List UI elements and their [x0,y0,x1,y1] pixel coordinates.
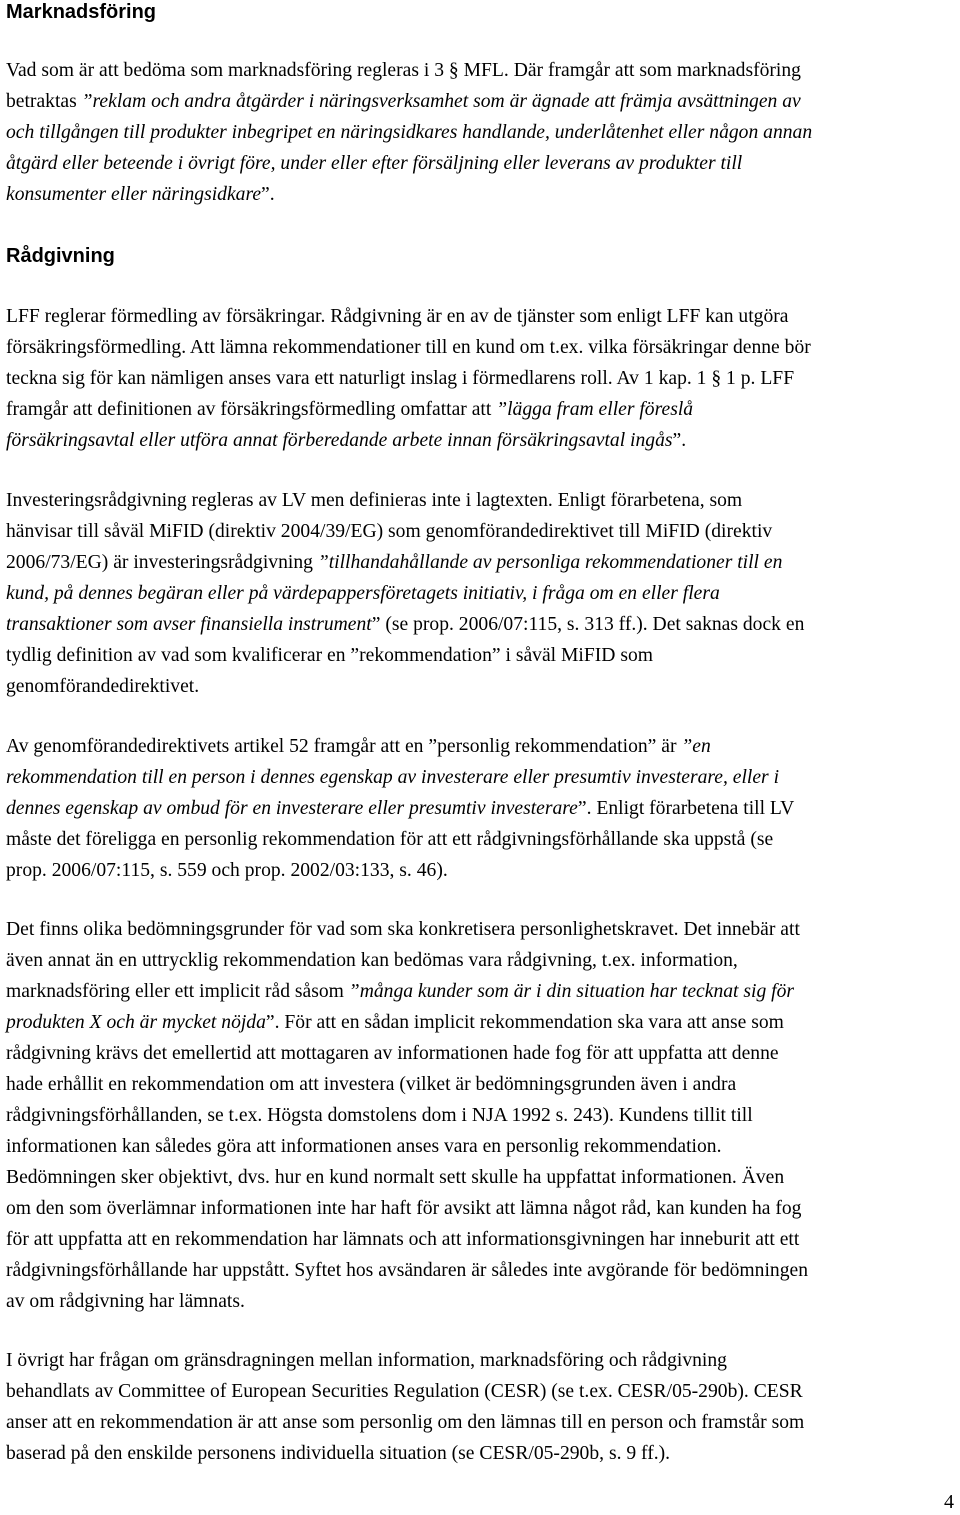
paragraph-radgivning-2 [6,485,804,702]
text-line [6,148,812,179]
text-run: betraktas [6,91,82,112]
text-line [6,1286,808,1317]
text-run: måste det föreligga en personlig rekommendation för att ett rådgivningsförhållande ska uppstå (se [6,829,774,850]
text-line [6,914,808,945]
italic-text: ”många kunder som är i din situation har tecknat sig för [348,981,795,1002]
italic-text: transaktioner som avser finansiella instrument [6,614,372,635]
paragraph-radgivning-4 [6,914,808,1317]
text-run: informationen kan således göra att informationen anses vara en personlig rekommendation. [6,1136,722,1157]
text-run: om den som överlämnar informationen inte har haft för avsikt att lämna något råd, kan kunden ha fog [6,1198,802,1219]
text-line [6,640,804,671]
text-run: rådgivningsförhållande har uppstått. Syftet hos avsändaren är således inte avgörande för bedömningen [6,1260,809,1281]
paragraph-marknadsforing [6,55,812,210]
text-line [6,1007,808,1038]
text-run: anser att en rekommendation är att anse som personlig om den lämnas till en person och framstår som [6,1412,805,1433]
text-line [6,671,804,702]
text-line [6,1069,808,1100]
text-run: tydlig definition av vad som kvalificerar en ”rekommendation” i såväl MiFID som [6,645,653,666]
text-line [6,363,811,394]
text-run: LFF reglerar förmedling av försäkringar. Rådgivning är en av de tjänster som enligt LFF kan utgöra [6,306,789,327]
italic-text: rekommendation till en person i dennes egenskap av investerare eller presumtiv investerare, eller i [6,767,780,788]
text-line [6,1407,804,1438]
text-line [6,855,794,886]
text-run: försäkringsförmedling. Att lämna rekommendationer till en kund om t.ex. vilka försäkringar denne bör [6,337,811,358]
italic-text: dennes egenskap av ombud för en investerare eller presumtiv investerare [6,798,578,819]
text-run: hade erhållit en rekommendation om att investera (vilket är bedömningsgrunden även i andra [6,1074,737,1095]
paragraph-radgivning-5 [6,1345,804,1469]
text-line [6,1438,804,1469]
text-run: Bedömningen sker objektivt, dvs. hur en kund normalt sett skulle ha uppfattat informationen. Även [6,1167,785,1188]
text-line [6,824,794,855]
heading-marknadsforing: Marknadsföring [6,1,157,23]
text-line [6,179,812,210]
italic-text: ”tillhandahållande av personliga rekommendationer till en [317,552,783,573]
text-run: I övrigt har frågan om gränsdragningen mellan information, marknadsföring och rådgivning [6,1350,727,1371]
text-line [6,547,804,578]
heading-radgivning: Rådgivning [6,245,115,267]
text-run: för att uppfatta att en rekommendation har lämnats och att informationsgivningen har inneburit att ett [6,1229,800,1250]
text-run: ”. [672,430,687,451]
text-run: genomförandedirektivet. [6,676,200,697]
text-run: även annat än en uttrycklig rekommendation kan bedömas vara rådgivning, t.ex. information, [6,950,738,971]
text-run: teckna sig för kan nämligen anses vara ett naturligt inslag i förmedlarens roll. Av 1 kap. 1 § 1 p. LFF [6,368,795,389]
text-line [6,1162,808,1193]
text-line [6,793,794,824]
paragraph-radgivning-3 [6,731,794,886]
text-line [6,731,794,762]
text-run: behandlats av Committee of European Securities Regulation (CESR) (se t.ex. CESR/05-290b). CESR [6,1381,803,1402]
text-line [6,1345,804,1376]
italic-text: produkten X och är mycket nöjda [6,1012,266,1033]
text-line [6,516,804,547]
text-line [6,55,812,86]
text-run: ”. Enligt förarbetena till LV [577,798,795,819]
text-run: Det finns olika bedömningsgrunder för vad som ska konkretisera personlighetskravet. Det innebär att [6,919,800,940]
text-run: ”. [261,184,275,205]
text-run: Av genomförandedirektivets artikel 52 framgår att en ”personlig rekommendation” är [6,736,682,757]
italic-text: ”reklam och andra åtgärder i näringsverksamhet som är ägnade att främja avsättningen av [81,91,801,112]
text-line [6,945,808,976]
text-line [6,394,811,425]
text-line [6,425,811,456]
text-line [6,117,812,148]
text-run: av om rådgivning har lämnats. [6,1291,245,1312]
italic-text: åtgärd eller beteende i övrigt före, under eller efter försäljning eller leverans av produkter till [6,153,743,174]
text-run: marknadsföring eller ett implicit råd såsom [6,981,349,1002]
italic-text: försäkringsavtal eller utföra annat förberedande arbete innan försäkringsavtal ingås [6,430,673,451]
text-line [6,578,804,609]
text-line [6,976,808,1007]
page-number: 4 [944,1491,954,1513]
text-line [6,1224,808,1255]
text-line [6,485,804,516]
text-run: rådgivning krävs det emellertid att mottagaren av informationen hade fog för att uppfatta att denne [6,1043,779,1064]
text-run: prop. 2006/07:115, s. 559 och prop. 2002/03:133, s. 46). [6,860,448,881]
italic-text: ”en [681,736,711,757]
paragraph-radgivning-1 [6,301,811,456]
text-run: ” (se prop. 2006/07:115, s. 313 ff.). Det saknas dock en [371,614,805,635]
text-line [6,609,804,640]
text-line [6,762,794,793]
italic-text: kund, på dennes begäran eller på värdepappersföretagets initiativ, i fråga om en eller flera [6,583,720,604]
text-run: ”. För att en sådan implicit rekommendation ska vara att anse som [265,1012,784,1033]
text-run: baserad på den enskilde personens individuella situation (se CESR/05-290b, s. 9 ff.). [6,1443,671,1464]
text-run: Investeringsrådgivning regleras av LV men definieras inte i lagtexten. Enligt förarbetena, som [6,490,743,511]
text-run: rådgivningsförhållanden, se t.ex. Högsta domstolens dom i NJA 1992 s. 243). Kundens tillit till [6,1105,753,1126]
text-line [6,1131,808,1162]
text-run: hänvisar till såväl MiFID (direktiv 2004/39/EG) som genomförandedirektivet till MiFID (direktiv [6,521,773,542]
text-line [6,1255,808,1286]
text-run: Vad som är att bedöma som marknadsföring regleras i 3 § MFL. Där framgår att som marknadsföring [6,60,801,81]
text-line [6,301,811,332]
italic-text: och tillgången till produkter inbegripet en näringsidkares handlande, underlåtenhet eller någon annan [6,122,813,143]
text-run: framgår att definitionen av försäkringsförmedling omfattar att [6,399,497,420]
text-line [6,1193,808,1224]
italic-text: konsumenter eller näringsidkare [6,184,262,205]
italic-text: ”lägga fram eller föreslå [496,399,694,420]
text-run: 2006/73/EG) är investeringsrådgivning [6,552,318,573]
text-line [6,86,812,117]
text-line [6,1376,804,1407]
text-line [6,1100,808,1131]
text-line [6,332,811,363]
text-line [6,1038,808,1069]
